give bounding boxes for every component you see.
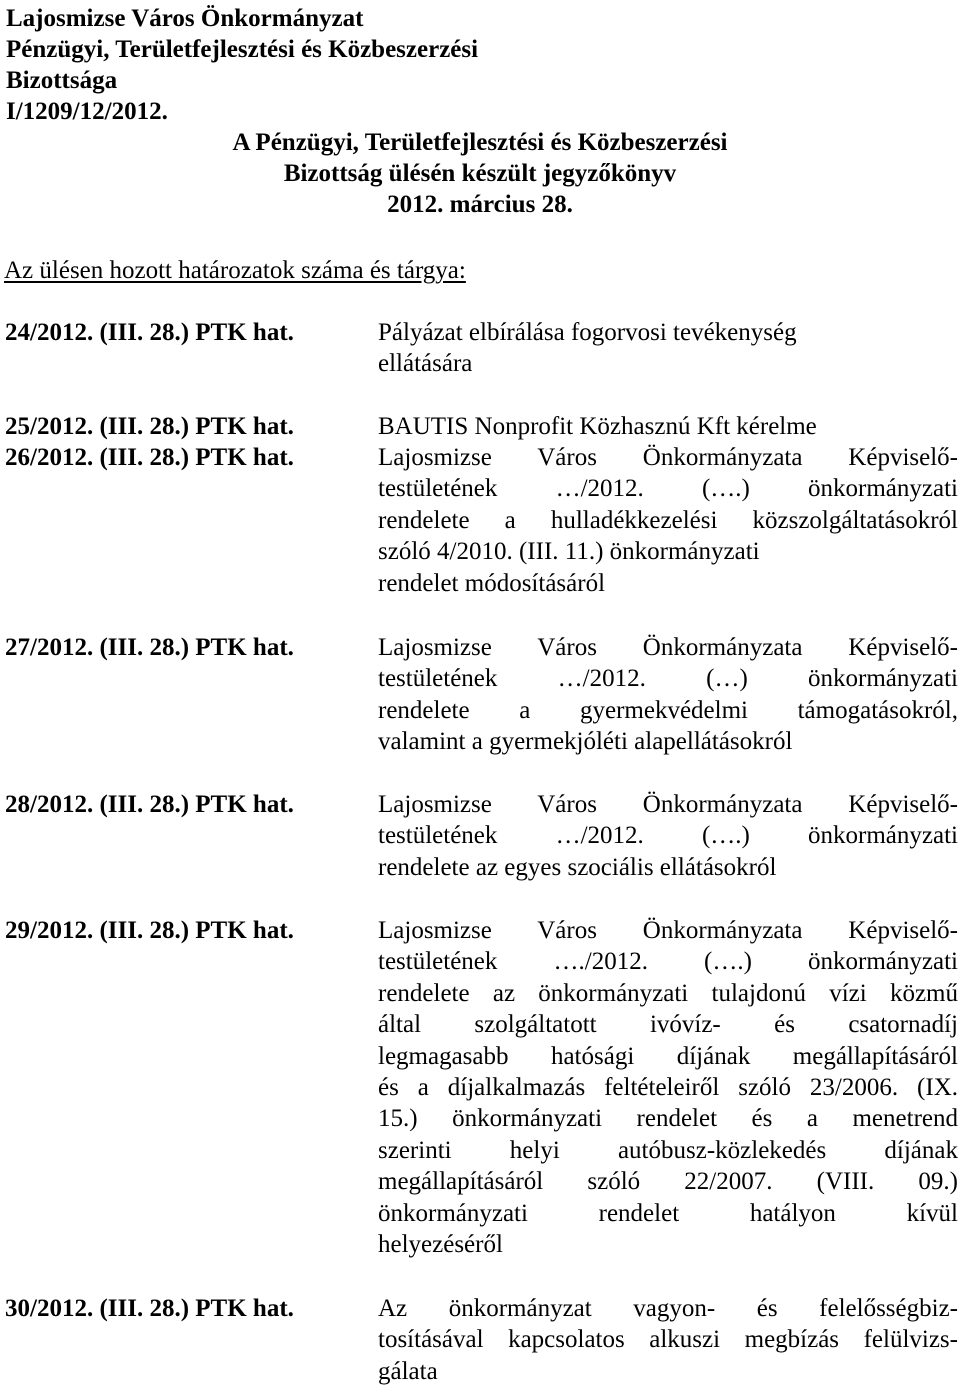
subject-line: valamint a gyermekjóléti alapellátásokról <box>378 728 793 756</box>
subject-line: és a díjalkalmazás feltételeiről szóló 23/2006. (IX. <box>378 1074 958 1102</box>
subject-line: tosításával kapcsolatos alkuszi megbízás felülvizs- <box>378 1326 958 1354</box>
resolution-number: 26/2012. (III. 28.) PTK hat. <box>5 444 294 471</box>
subject-line: Az önkormányzat vagyon- és felelősségbiz- <box>378 1295 958 1322</box>
resolution-subject <box>378 317 958 380</box>
resolution-subject <box>378 915 958 1260</box>
subject-line: testületének …./2012. (….) önkormányzati <box>378 948 958 976</box>
header-line-committee-cont: Bizottsága <box>6 67 118 94</box>
subject-line: testületének …/2012. (….) önkormányzati <box>378 475 958 503</box>
resolution-number: 28/2012. (III. 28.) PTK hat. <box>5 791 294 818</box>
resolution-subject <box>378 789 958 883</box>
subject-line: BAUTIS Nonprofit Közhasznú Kft kérelme <box>378 413 817 440</box>
subject-line: helyezéséről <box>378 1231 503 1259</box>
resolution-number: 29/2012. (III. 28.) PTK hat. <box>5 917 294 944</box>
subject-line: által szolgáltatott ivóvíz- és csatornadíj <box>378 1011 958 1039</box>
subject-line: szerinti helyi autóbusz-közlekedés díjának <box>378 1136 958 1164</box>
subject-line: rendelete az egyes szociális ellátásokról <box>378 853 777 881</box>
subject-line: testületének …/2012. (…) önkormányzati <box>378 665 958 693</box>
resolutions-subheading: Az ülésen hozott határozatok száma és tárgya: <box>4 257 466 284</box>
title-line-2: Bizottság ülésén készült jegyzőkönyv <box>283 160 677 187</box>
subject-line: megállapításáról szóló 22/2007. (VIII. 09.) <box>378 1168 958 1196</box>
subject-line: Lajosmizse Város Önkormányzata Képviselő- <box>378 444 958 471</box>
header-line-committee: Pénzügyi, Területfejlesztési és Közbeszerzési <box>6 36 479 63</box>
resolution-number: 25/2012. (III. 28.) PTK hat. <box>5 413 294 440</box>
header-line-reference-number: I/1209/12/2012. <box>6 98 168 125</box>
resolution-number: 24/2012. (III. 28.) PTK hat. <box>5 319 294 346</box>
resolution-number: 30/2012. (III. 28.) PTK hat. <box>5 1295 294 1322</box>
subject-line: Lajosmizse Város Önkormányzata Képviselő- <box>378 917 958 944</box>
resolution-subject <box>378 1293 958 1387</box>
subject-line: testületének …/2012. (….) önkormányzati <box>378 822 958 850</box>
subject-line: legmagasabb hatósági díjának megállapításáról <box>378 1042 958 1070</box>
document-title <box>0 127 960 220</box>
subject-line: gálata <box>378 1357 438 1385</box>
title-line-1: A Pénzügyi, Területfejlesztési és Közbeszerzési <box>232 129 728 156</box>
subject-line: 15.) önkormányzati rendelet és a menetrend <box>378 1105 958 1133</box>
subject-line: Lajosmizse Város Önkormányzata Képviselő- <box>378 634 958 661</box>
subject-line: rendelete a gyermekvédelmi támogatásokról, <box>378 696 958 724</box>
subject-line: Pályázat elbírálása fogorvosi tevékenység <box>378 319 797 346</box>
subject-line: rendelete a hulladékkezelési közszolgáltatásokról <box>378 506 958 534</box>
subject-line: rendelete az önkormányzati tulajdonú vízi közmű <box>378 979 958 1007</box>
subject-line: ellátására <box>378 350 473 378</box>
document-header <box>6 3 478 127</box>
resolution-subject <box>378 632 958 758</box>
subject-line: Lajosmizse Város Önkormányzata Képviselő- <box>378 791 958 818</box>
resolution-number: 27/2012. (III. 28.) PTK hat. <box>5 634 294 661</box>
subject-line: szóló 4/2010. (III. 11.) önkormányzati <box>378 538 760 566</box>
title-line-date: 2012. március 28. <box>387 191 573 218</box>
header-line-municipality: Lajosmizse Város Önkormányzat <box>6 5 364 32</box>
subject-line: rendelet módosításáról <box>378 569 606 597</box>
resolution-subject <box>378 442 958 599</box>
subject-line: önkormányzati rendelet hatályon kívül <box>378 1199 958 1227</box>
resolution-subject <box>378 411 958 442</box>
